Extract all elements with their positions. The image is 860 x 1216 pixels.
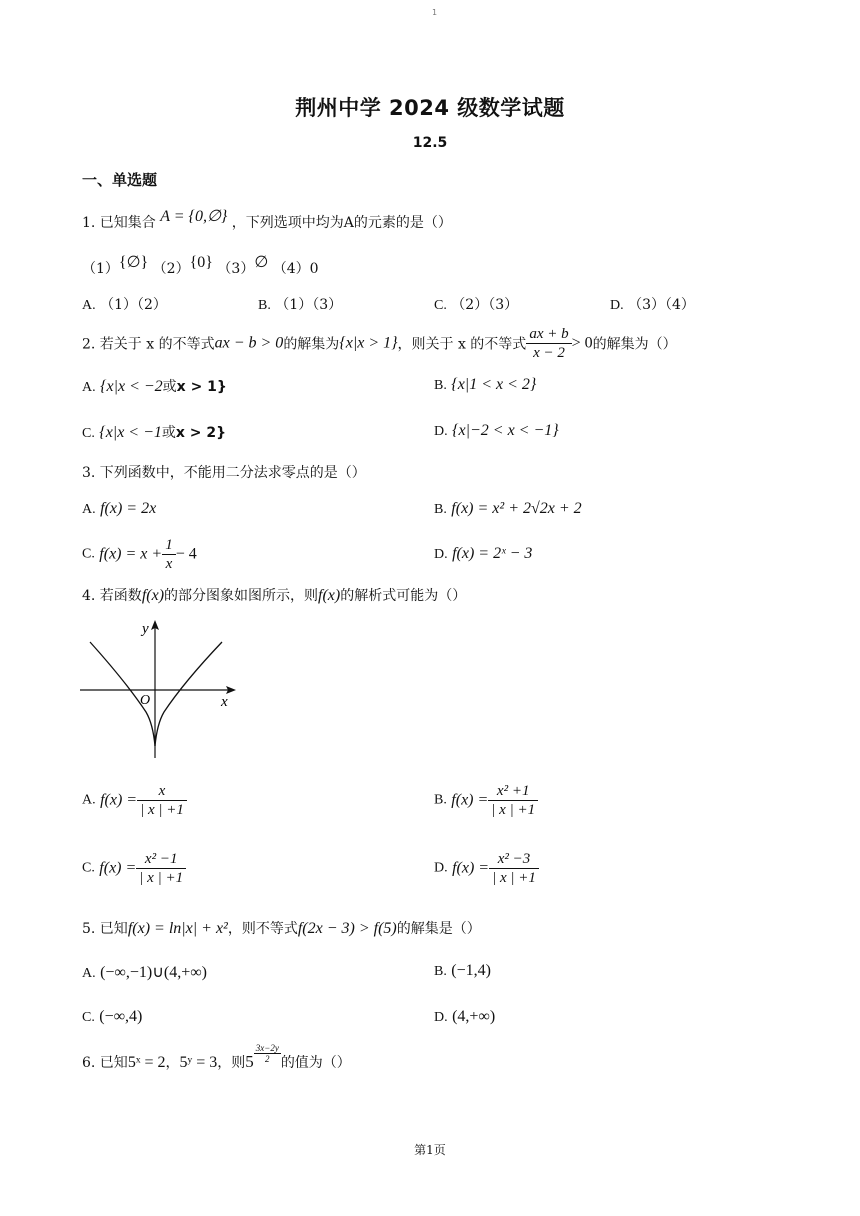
question-3: 3. 下列函数中，不能用二分法求零点的是（） (82, 465, 366, 481)
q2-stem-pre: 2. 若关于 x 的不等式 (82, 336, 215, 353)
q6-exponent: $\frac{3x-2y}{2}$ (255, 1042, 279, 1064)
curve-right (155, 642, 222, 746)
question-4: 4. 若函数f(x)的部分图象如图所示，则f(x)的解析式可能为（） (82, 587, 467, 604)
section-heading: 一、单选题 (82, 171, 158, 189)
origin-label: O (140, 693, 151, 708)
q2-option-c[interactable]: C. {x|x < −1或x > 2} (82, 424, 227, 441)
q3-option-d[interactable]: D. f(x) = 2ˣ − 3 (434, 545, 533, 562)
q2-option-b[interactable]: B. {x|1 < x < 2} (434, 376, 537, 393)
q4-option-a[interactable]: A. f(x) = $\frac{x}{| x | +1}$ (82, 782, 187, 819)
q2-option-a[interactable]: A. {x|x < −2或x > 1} (82, 378, 227, 395)
q1-item-label: （4）0 (272, 261, 319, 277)
q2-ineq: ax − b > 0 (214, 334, 284, 352)
q5-option-d[interactable]: D. (4,+∞) (434, 1008, 496, 1025)
q4-option-c[interactable]: C. f(x) = $\frac{\text{x² −1}}{| x | +1}$ (82, 850, 186, 887)
q1-option-a[interactable]: A. （1）（2） (82, 297, 167, 313)
page-marker: 1 (432, 8, 438, 17)
q1-item: ∅ (254, 254, 269, 271)
q1-items (82, 254, 319, 278)
x-label: x (221, 694, 228, 710)
q5-option-b[interactable]: B. (−1,4) (434, 962, 491, 979)
q5-option-c[interactable]: C. (−∞,4) (82, 1008, 143, 1025)
q1-option-c[interactable]: C. （2）（3） (434, 297, 519, 313)
exam-date: 12.5 (412, 135, 448, 151)
page-footer: 第1页 (414, 1143, 446, 1157)
q3-option-b[interactable]: B. f(x) = x² + 2√2x + 2 (434, 500, 582, 517)
q1-item-label: （2） (152, 261, 190, 277)
q2-solution-set: {x|x > 1} (339, 334, 398, 352)
y-label: y (142, 621, 149, 637)
q2-fraction: $\frac{ax + b}{x - 2}$ (526, 325, 571, 362)
q1-stem-pre: 1. 已知集合 (82, 215, 156, 231)
q1-item: {∅} (118, 254, 149, 271)
function-graph (76, 612, 246, 762)
q1-item: {0} (189, 254, 213, 271)
q3-option-c[interactable]: C. f(x) = x + $\frac{1}{x}$ − 4 (82, 537, 197, 572)
q5-option-a[interactable]: A. (−∞,−1)∪(4,+∞) (82, 964, 207, 981)
q1-stem-post: ，下列选项中均为A的元素的是（） (231, 215, 452, 231)
q4-option-d[interactable]: D. f(x) = $\frac{\text{x² −3}}{| x | +1}$ (434, 850, 539, 887)
q1-option-b[interactable]: B. （1）（3） (258, 297, 343, 313)
q3-option-a[interactable]: A. f(x) = 2x (82, 500, 157, 517)
exam-title: 荆州中学 2024 级数学试题 (295, 96, 565, 120)
q1-option-d[interactable]: D. （3）（4） (610, 297, 695, 313)
question-2: 2. 若关于 x 的不等式ax − b > 0的解集为{x|x > 1}，则关于 x 的不等式 $\frac{ax + b}{x - 2}$ > 0的解集为（） (82, 326, 677, 361)
q1-item-label: （1） (82, 261, 119, 277)
q2-option-d[interactable]: D. {x|−2 < x < −1} (434, 422, 559, 439)
q1-set-expr: A = {0,∅} (160, 208, 228, 225)
question-6: 6. 已知5ˣ = 2，5ʸ = 3，则5 $\frac{3x-2y}{2}$ 的值为（） (82, 1042, 351, 1071)
q1-item-label: （3） (217, 261, 255, 277)
question-5: 5. 已知f(x) = ln|x| + x²，则不等式f(2x − 3) > f(5)的解集是（） (82, 920, 481, 937)
q4-option-b[interactable]: B. f(x) = $\frac{\text{x² +1}}{| x | +1}$ (434, 782, 538, 819)
question-1 (82, 208, 452, 232)
